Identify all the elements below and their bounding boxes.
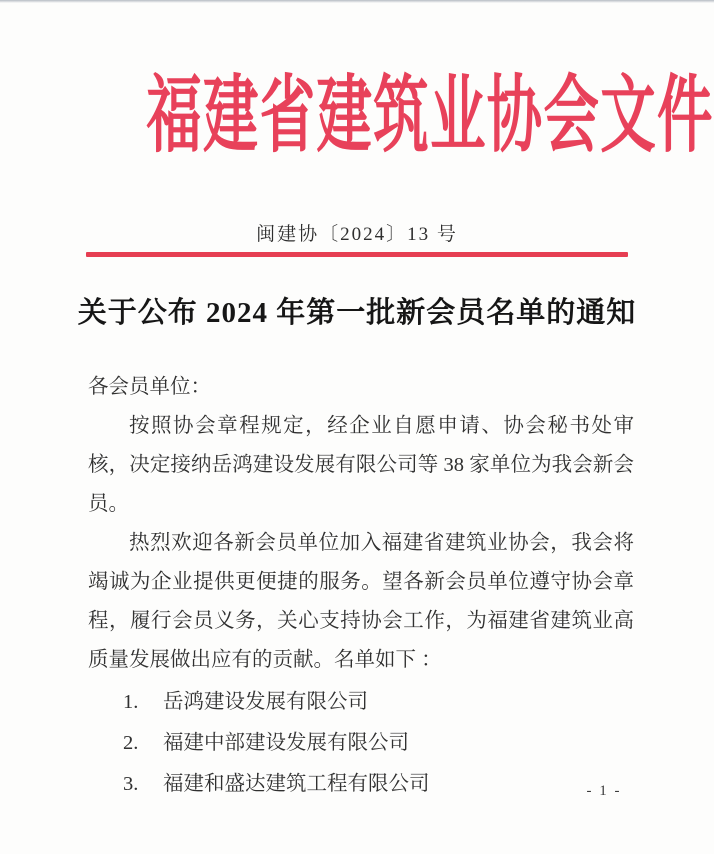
list-item bbox=[123, 764, 634, 805]
paragraph-1: 按照协会章程规定，经企业自愿申请、协会秘书处审核，决定接纳岳鸿建设发展有限公司等 38 家单位为我会新会员。 bbox=[88, 415, 634, 515]
scan-edge-shadow bbox=[0, 0, 714, 3]
list-item bbox=[123, 723, 634, 764]
member-list bbox=[123, 682, 634, 805]
member-company-name: 福建中部建设发展有限公司 bbox=[163, 732, 409, 754]
letterhead-banner bbox=[0, 72, 714, 163]
list-item bbox=[123, 682, 634, 723]
list-item-number: 3. bbox=[123, 773, 139, 795]
list-item-number: 2. bbox=[123, 732, 139, 754]
letterhead-title: 福建省建筑业协会文件 bbox=[146, 70, 714, 163]
page-number: - 1 - bbox=[586, 783, 622, 799]
list-item-number: 1. bbox=[123, 691, 139, 713]
document-number: 闽建协〔2024〕13 号 bbox=[256, 224, 458, 245]
salutation: 各会员单位： bbox=[88, 376, 211, 398]
member-company-name: 岳鸿建设发展有限公司 bbox=[163, 691, 368, 713]
letterhead-rule bbox=[86, 252, 628, 257]
document-title: 关于公布 2024 年第一批新会员名单的通知 bbox=[77, 297, 637, 329]
document-body bbox=[88, 368, 634, 805]
paragraph-2: 热烈欢迎各新会员单位加入福建省建筑业协会，我会将竭诚为企业提供更便捷的服务。望各新会员单位遵守协会章程，履行会员义务，关心支持协会工作，为福建省建筑业高质量发展做出应有的贡献。名单如下 ： bbox=[88, 532, 634, 671]
member-company-name: 福建和盛达建筑工程有限公司 bbox=[163, 773, 430, 795]
